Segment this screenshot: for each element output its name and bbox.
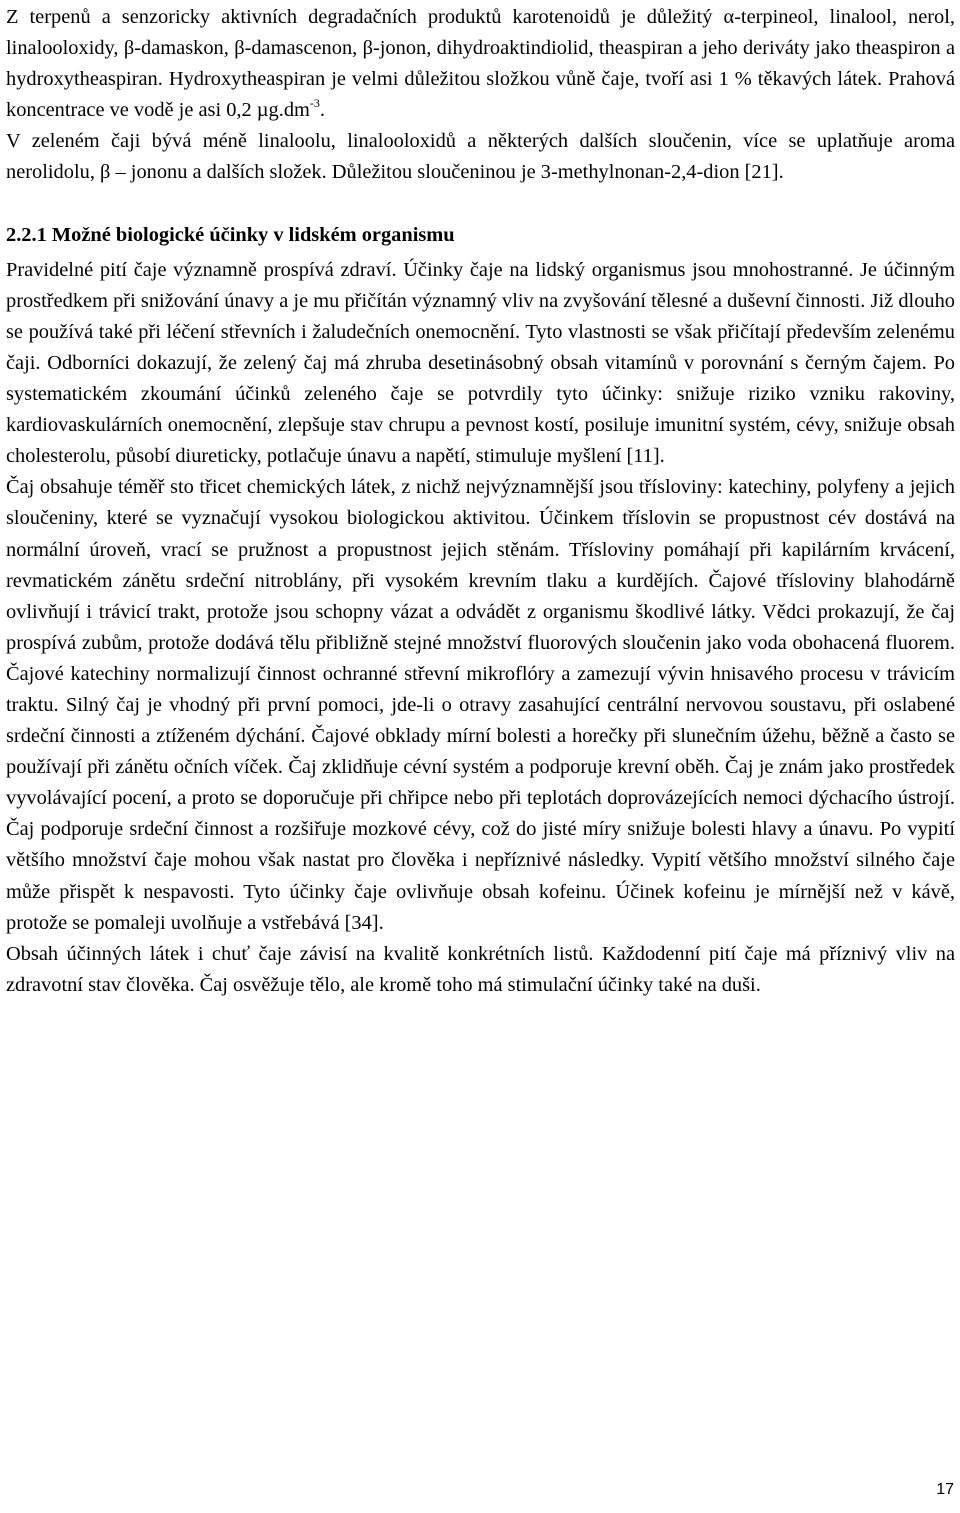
- paragraph-quality: Obsah účinných látek i chuť čaje závisí na kvalitě konkrétních listů. Každodenní pití čaje má příznivý vliv na zdravotní stav člověka. Čaj osvěžuje tělo, ale kromě toho má stimulační účinky také na duši.: [6, 942, 955, 996]
- paragraph-spacer: [6, 189, 955, 220]
- paragraph-terpenes: [6, 2, 955, 126]
- page-number: 17: [936, 1481, 954, 1498]
- paragraph-terpenes-text: Z terpenů a senzoricky aktivních degradačních produktů karotenoidů je důležitý α-terpineol, linalool, nerol, linalooloxidy, β-damaskon, β-damascenon, β-jonon, dihydroaktindiolid, theaspiran a jeho deriváty jako theaspiron a hydroxytheaspiran. Hydroxytheaspiran je velmi důležitou složkou vůně čaje, tvoří asi 1 % těkavých látek. Prahová koncentrace ve vodě je asi 0,2 µg.dm: [6, 6, 955, 122]
- section-heading: 2.2.1 Možné biologické účinky v lidském organismu: [6, 223, 455, 246]
- paragraph-terpenes-end: .: [319, 99, 326, 122]
- paragraph-green-tea-aroma: V zeleném čaji bývá méně linaloolu, linalooloxidů a některých dalších sloučenin, více se uplatňuje aroma nerolidolu, β – jononu a dalších složek. Důležitou sloučeninou je 3-methylnonan-2,4-dion [21].: [6, 130, 955, 184]
- document-page: [6, 2, 955, 1001]
- superscript-exponent: -3: [309, 96, 320, 111]
- paragraph-tannins: Čaj obsahuje téměř sto třicet chemických látek, z nichž nejvýznamnější jsou třísloviny: katechiny, polyfeny a jejich sloučeniny, které se vyznačují vysokou biologickou aktivitou. Účinkem tříslovin se propustnost cév dostává na normální úroveň, vrací se pružnost a propustnost jejich stěnám. Třísloviny pomáhají při kapilárním krvácení, revmatickém zánětu srdeční nitroblány, při vysokém krevním tlaku a kurdějích. Čajové třísloviny blahodárně ovlivňují i trávicí trakt, protože jsou schopny vázat a odvádět z organismu škodlivé látky. Vědci prokazují, že čaj prospívá zubům, protože dodává tělu přibližně stejné množství fluorových sloučenin jako voda obohacená fluorem. Čajové katechiny normalizují činnost ochranné střevní mikroflóry a zamezují vývin hnisavého procesu v trávicím traktu. Silný čaj je vhodný při první pomoci, jde-li o otravy zasahující centrální nervovou soustavu, při oslabené srdeční činnosti a ztíženém dýchání. Čajové obklady mírní bolesti a horečky při slunečním úžehu, běžně a často se používají při zánětu očních víček. Čaj zklidňuje cévní systém a podporuje krevní oběh. Čaj je znám jako prostředek vyvolávající pocení, a proto se doporučuje při chřipce nebo při teplotách doprovázejících nemoci dýchacího ústrojí. Čaj podporuje srdeční činnost a rozšiřuje mozkové cévy, což do jisté míry snižuje bolesti hlavy a únavu. Po vypití většího množství čaje mohou však nastat pro člověka i nepříznivé následky. Vypití většího množství silného čaje může přispět k nespavosti. Tyto účinky čaje ovlivňuje obsah kofeinu. Účinek kofeinu je mírnější než v kávě, protože se pomaleji uvolňuje a vstřebává [34].: [6, 476, 955, 934]
- paragraph-health-effects: Pravidelné pití čaje významně prospívá zdraví. Účinky čaje na lidský organismus jsou mnohostranné. Je účinným prostředkem při snižování únavy a je mu přičítán významný vliv na zvyšování tělesné a duševní činnosti. Již dlouho se používá také při léčení střevních i žaludečních onemocnění. Tyto vlastnosti se však přičítají především zelenému čaji. Odborníci dokazují, že zelený čaj má zhruba desetinásobný obsah vitamínů v porovnání s černým čajem. Po systematickém zkoumání účinků zeleného čaje se potvrdily tyto účinky: snižuje riziko vzniku rakoviny, kardiovaskulárních onemocnění, zlepšuje stav chrupu a pevnost kostí, posiluje imunitní systém, cévy, snižuje obsah cholesterolu, působí diureticky, potlačuje únavu a napětí, stimuluje myšlení [11].: [6, 258, 955, 468]
